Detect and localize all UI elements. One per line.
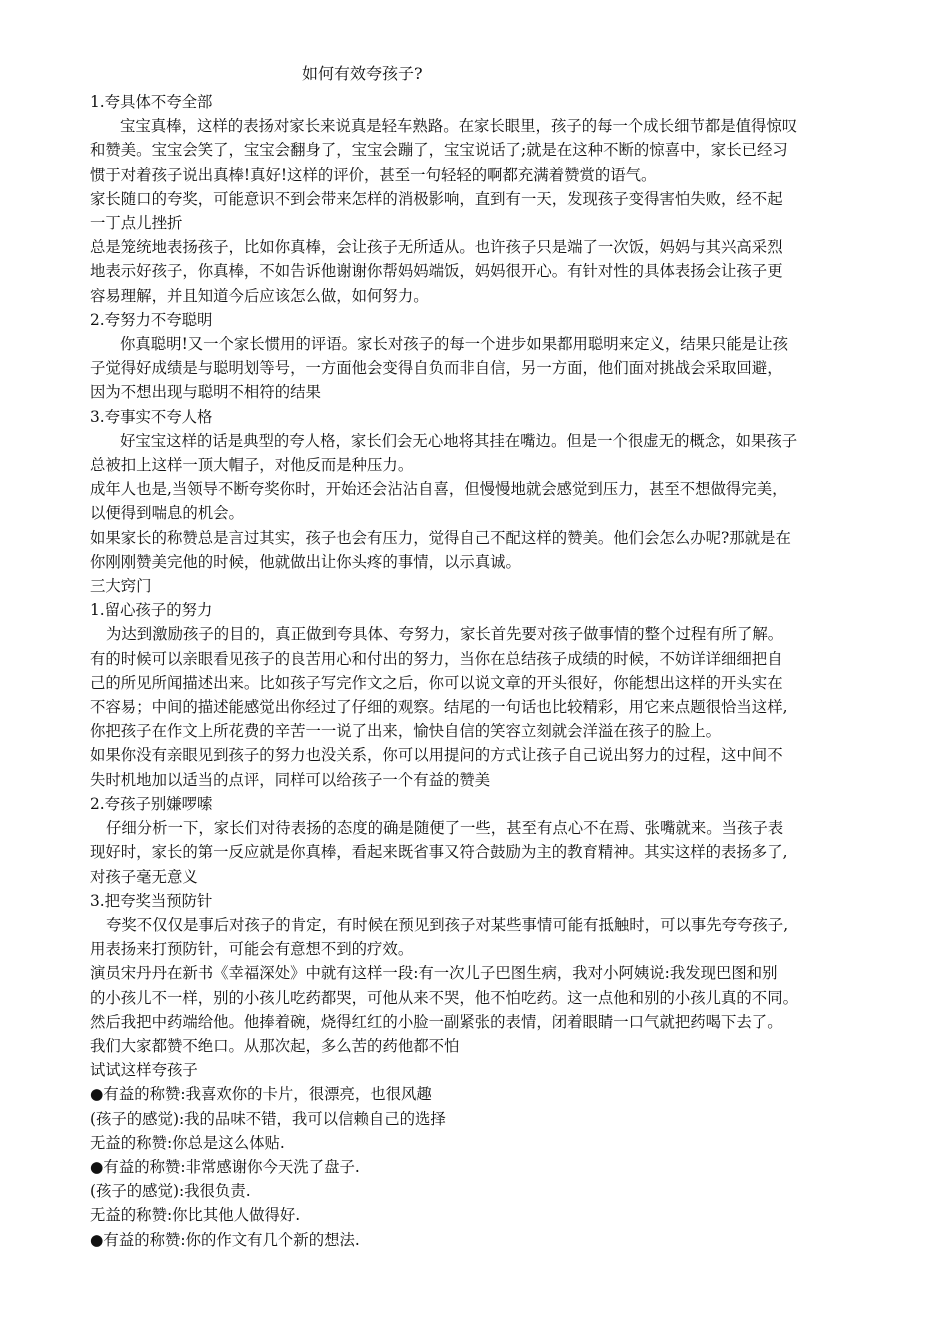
text-line: 容易理解，并且知道今后应该怎么做，如何努力。 bbox=[90, 286, 429, 305]
text-line: 你把孩子在作文上所花费的辛苦一一说了出来，愉快自信的笑容立刻就会洋溢在孩子的脸上。 bbox=[90, 722, 722, 741]
text-line: 三大窍门 bbox=[90, 577, 152, 596]
text-line: 的小孩儿不一样，别的小孩儿吃药都哭，可他从来不哭，他不怕吃药。这一点他和别的小孩儿真的不同。 bbox=[90, 988, 798, 1007]
text-line: 好宝宝这样的话是典型的夸人格，家长们会无心地将其挂在嘴边。但是一个很虚无的概念，如果孩子 bbox=[120, 431, 798, 450]
text-line: 为达到激励孩子的目的，真正做到夸具体、夸努力，家长首先要对孩子做事情的整个过程有所了解。 bbox=[106, 625, 784, 644]
text-line: 如果家长的称赞总是言过其实，孩子也会有压力，觉得自己不配这样的赞美。他们会怎么办呢?那就是在 bbox=[90, 528, 791, 547]
text-line: 1.留心孩子的努力 bbox=[90, 601, 213, 620]
text-line: 夸奖不仅仅是事后对孩子的肯定，有时候在预见到孩子对某些事情可能有抵触时，可以事先夸夸孩子, bbox=[106, 915, 789, 934]
text-line: 1.夸具体不夸全部 bbox=[90, 93, 213, 111]
text-line: 用表扬来打预防针，可能会有意想不到的疗效。 bbox=[90, 940, 414, 959]
text-line: 子觉得好成绩是与聪明划等号，一方面他会变得自负而非自信，另一方面，他们面对挑战会采取回避， bbox=[90, 359, 783, 378]
text-line: 一丁点儿挫折 bbox=[90, 214, 183, 233]
text-line: 失时机地加以适当的点评，同样可以给孩子一个有益的赞美 bbox=[90, 770, 491, 789]
document-title: 如何有效夸孩子? bbox=[302, 64, 423, 83]
text-line: (孩子的感觉):我很负责. bbox=[90, 1182, 251, 1201]
text-line: 现好时，家长的第一反应就是你真棒，看起来既省事又符合鼓励为主的教育精神。其实这样的表扬多了, bbox=[90, 843, 788, 862]
text-line: 2.夸努力不夸聪明 bbox=[90, 310, 213, 329]
text-line: 宝宝真棒，这样的表扬对家长来说真是轻车熟路。在家长眼里，孩子的每一个成长细节都是值得惊叹 bbox=[120, 117, 798, 136]
text-line: 演员宋丹丹在新书《幸福深处》中就有这样一段:有一次儿子巴图生病，我对小阿姨说:我发现巴图和别 bbox=[90, 964, 778, 983]
text-line: 地表示好孩子，你真棒，不如告诉他谢谢你帮妈妈端饭，妈妈很开心。有针对性的具体表扬会让孩子更 bbox=[90, 262, 783, 281]
text-line: 如果你没有亲眼见到孩子的努力也没关系，你可以用提问的方式让孩子自己说出努力的过程，这中间不 bbox=[90, 746, 783, 765]
text-line: 成年人也是,当领导不断夸奖你时，开始还会沾沾自喜，但慢慢地就会感觉到压力，甚至不想做得完美， bbox=[90, 480, 788, 499]
text-line: 总被扣上这样一顶大帽子，对他反而是种压力。 bbox=[90, 456, 414, 475]
text-line: 以便得到喘息的机会。 bbox=[90, 504, 244, 523]
document-page bbox=[90, 62, 865, 1252]
text-line: 仔细分析一下，家长们对待表扬的态度的确是随便了一些，甚至有点心不在焉、张嘴就来。当孩子表 bbox=[106, 819, 784, 838]
text-line: 试试这样夸孩子 bbox=[90, 1061, 198, 1080]
text-line: ●有益的称赞:我喜欢你的卡片，很漂亮，也很风趣 bbox=[90, 1085, 432, 1104]
text-line: 对孩子毫无意义 bbox=[90, 867, 198, 886]
text-line: ●有益的称赞:非常感谢你今天洗了盘子. bbox=[90, 1157, 360, 1176]
text-line: 有的时候可以亲眼看见孩子的良苦用心和付出的努力，当你在总结孩子成绩的时候，不妨详详细细把自 bbox=[90, 649, 783, 668]
text-line: 己的所见所闻描述出来。比如孩子写完作文之后，你可以说文章的开头很好，你能想出这样的开头实在 bbox=[90, 673, 783, 692]
text-line: ●有益的称赞:你的作文有几个新的想法. bbox=[90, 1230, 360, 1249]
document-body bbox=[90, 90, 865, 1252]
text-line: 你刚刚赞美完他的时候，他就做出让你头疼的事情，以示真诚。 bbox=[90, 552, 521, 571]
text-line: 3.把夸奖当预防针 bbox=[90, 891, 213, 910]
text-line: 2.夸孩子别嫌啰嗦 bbox=[90, 794, 213, 813]
text-line: 3.夸事实不夸人格 bbox=[90, 407, 213, 426]
text-line: 因为不想出现与聪明不相符的结果 bbox=[90, 383, 321, 402]
text-line: 不容易；中间的描述能感觉出你经过了仔细的观察。结尾的一句话也比较精彩，用它来点题很恰当这样, bbox=[90, 698, 788, 717]
text-line: 你真聪明!又一个家长惯用的评语。家长对孩子的每一个进步如果都用聪明来定义，结果只能是让孩 bbox=[120, 335, 788, 354]
text-line: 我们大家都赞不绝口。从那次起，多么苦的药他都不怕 bbox=[90, 1036, 460, 1055]
text-line: 和赞美。宝宝会笑了，宝宝会翻身了，宝宝会蹦了，宝宝说话了;就是在这种不断的惊喜中，家长已经习 bbox=[90, 141, 788, 160]
text-line: 然后我把中药端给他。他捧着碗，烧得红红的小脸一副紧张的表情，闭着眼睛一口气就把药喝下去了。 bbox=[90, 1012, 783, 1031]
text-line: 惯于对着孩子说出真棒!真好!这样的评价，甚至一句轻轻的啊都充满着赞赏的语气。 bbox=[90, 165, 657, 184]
text-line: 家长随口的夸奖，可能意识不到会带来怎样的消极影响，直到有一天，发现孩子变得害怕失败，经不起 bbox=[90, 189, 783, 208]
text-line: 无益的称赞:你总是这么体贴. bbox=[90, 1133, 285, 1152]
text-line: 无益的称赞:你比其他人做得好. bbox=[90, 1206, 301, 1225]
text-line: 总是笼统地表扬孩子，比如你真棒，会让孩子无所适从。也许孩子只是端了一次饭，妈妈与其兴高采烈 bbox=[90, 238, 783, 257]
text-line: (孩子的感觉):我的品味不错，我可以信赖自己的选择 bbox=[90, 1109, 446, 1128]
